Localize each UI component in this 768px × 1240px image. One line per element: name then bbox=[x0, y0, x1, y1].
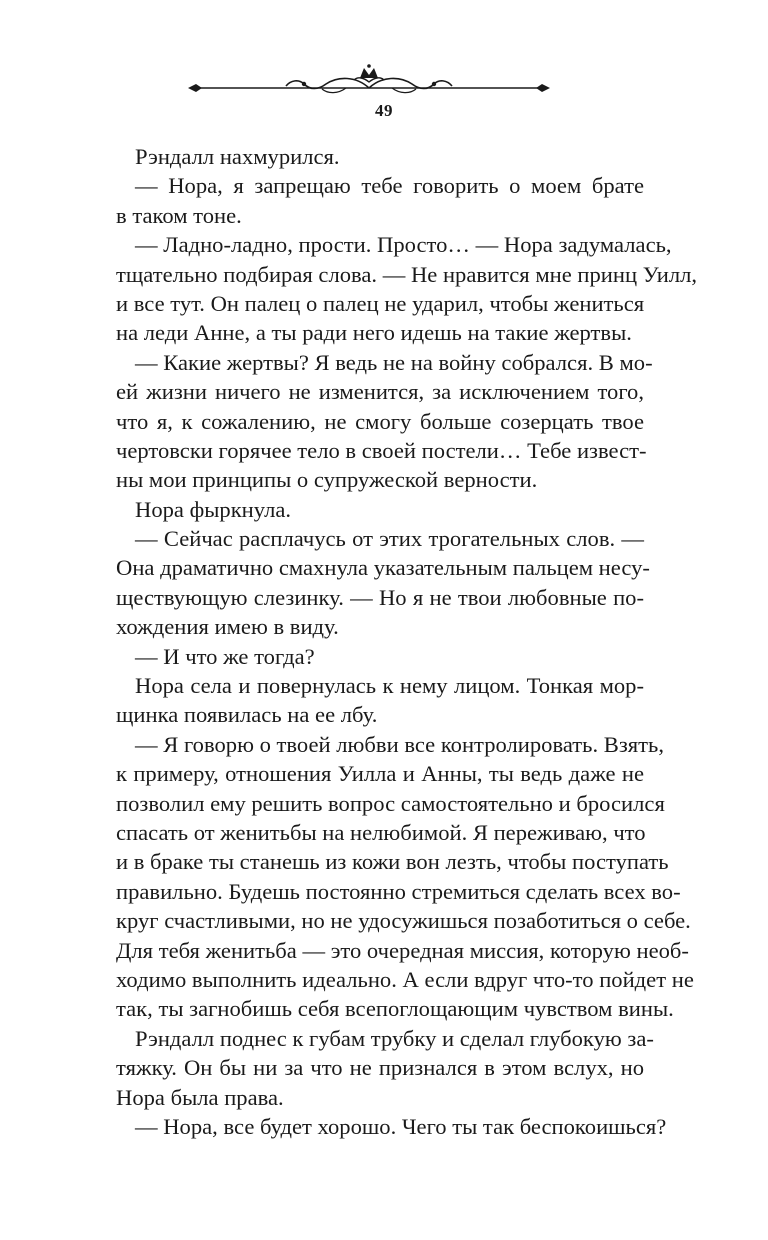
text-line: — Нора, все будет хорошо. Чего ты так беспокоишься? bbox=[135, 1113, 667, 1139]
text-line: Нора была права. bbox=[116, 1084, 284, 1110]
text-line: тщательно подбирая слова. — Не нравится мне принц Уилл, bbox=[116, 261, 698, 287]
text-line: — Какие жертвы? Я ведь не на войну собрался. В мо- bbox=[135, 349, 653, 375]
page-number: 49 bbox=[375, 101, 393, 120]
text-line: так, ты загнобишь себя всепоглощающим чувством вины. bbox=[116, 996, 674, 1022]
text-line: — Сейчас расплачусь от этих трогательных слов. — bbox=[135, 526, 644, 552]
text-line: к примеру, отношения Уилла и Анны, ты ведь даже не bbox=[116, 761, 644, 787]
text-line: Нора фыркнула. bbox=[135, 496, 292, 522]
text-line: ей жизни ничего не изменится, за исключением того, bbox=[116, 379, 644, 405]
text-line: спасать от женитьбы на нелюбимой. Я переживаю, что bbox=[116, 819, 646, 845]
text-line: — Я говорю о твоей любви все контролировать. Взять, bbox=[135, 731, 664, 757]
text-line: на леди Анне, а ты ради него идешь на такие жертвы. bbox=[116, 320, 632, 346]
text-line: — Нора, я запрещаю тебе говорить о моем брате bbox=[135, 173, 644, 199]
text-line: позволил ему решить вопрос самостоятельно и бросился bbox=[116, 790, 665, 816]
text-line: и в браке ты станешь из кожи вон лезть, чтобы поступать bbox=[116, 849, 669, 875]
text-line: чертовски горячее тело в своей постели… Тебе извест- bbox=[116, 437, 647, 463]
text-line: и все тут. Он палец о палец не ударил, чтобы жениться bbox=[116, 290, 645, 316]
text-line: тяжку. Он бы ни за что не признался в этом вслух, но bbox=[116, 1055, 644, 1081]
text-line: Она драматично смахнула указательным пальцем несу- bbox=[116, 555, 650, 581]
text-line: круг счастливыми, но не удосужишься позаботиться о себе. bbox=[116, 908, 691, 934]
text-line: ны мои принципы о супружеской верности. bbox=[116, 467, 538, 493]
text-line: Для тебя женитьба — это очередная миссия, которую необ- bbox=[116, 937, 689, 963]
text-line: правильно. Будешь постоянно стремиться сделать всех во- bbox=[116, 878, 681, 904]
text-line: Рэндалл поднес к губам трубку и сделал глубокую за- bbox=[135, 1025, 654, 1051]
text-line: ществующую слезинку. — Но я не твои любовные по- bbox=[116, 584, 644, 610]
text-line: Нора села и повернулась к нему лицом. Тонкая мор- bbox=[135, 673, 644, 699]
text-line: что я, к сожалению, не смогу больше созерцать твое bbox=[116, 408, 644, 434]
text-line: в таком тоне. bbox=[116, 202, 242, 228]
header-ornament bbox=[186, 62, 552, 102]
page-body-text bbox=[116, 142, 698, 1141]
text-line: Рэндалл нахмурился. bbox=[135, 144, 340, 169]
text-line: щинка появилась на ее лбу. bbox=[116, 702, 378, 728]
text-line: — И что же тогда? bbox=[135, 643, 315, 669]
text-line: — Ладно-ладно, прости. Просто… — Нора задумалась, bbox=[135, 232, 672, 258]
text-line: хождения имею в виду. bbox=[116, 614, 339, 640]
text-line: ходимо выполнить идеально. А если вдруг что-то пойдет не bbox=[116, 966, 694, 992]
